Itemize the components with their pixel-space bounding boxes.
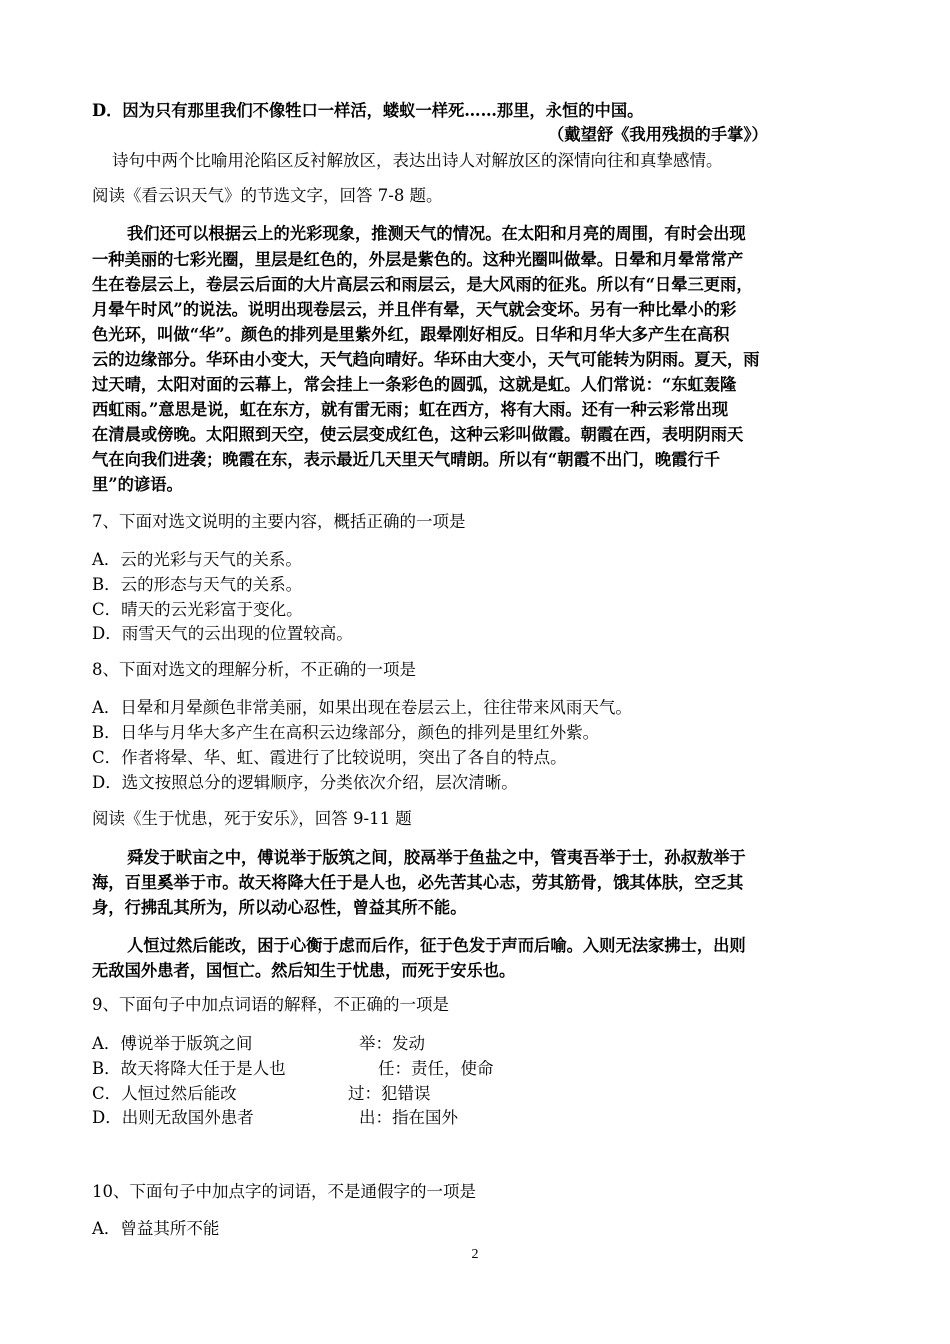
- question-10-option-a: A．曾益其所不能: [92, 1219, 220, 1238]
- passage-line: 云的边缘部分。华环由小变大，天气趋向晴好。华环由大变小，天气可能转为阴雨。夏天，雨: [92, 350, 760, 369]
- question-9-option-b-answer: 任：责任，使命: [378, 1059, 494, 1078]
- poem-comment: 诗句中两个比喻用沦陷区反衬解放区，表达出诗人对解放区的深情向往和真挚感情。: [112, 151, 723, 170]
- passage-line: 海，百里奚举于市。故天将降大任于是人也，必先苦其心志，劳其筋骨，饿其体肤，空乏其: [92, 873, 744, 892]
- poem-source: （戴望舒《我用残损的手掌》）: [548, 125, 768, 144]
- question-9-option-c-answer: 过：犯错误: [348, 1084, 431, 1103]
- section-intro-classical: 阅读《生于忧患，死于安乐》，回答 9-11 题: [92, 809, 412, 828]
- question-9-option-d-answer: 出：指在国外: [359, 1108, 458, 1127]
- question-9-option-c: C．人恒过然后能改: [92, 1084, 237, 1103]
- question-8-option-c: C．作者将晕、华、虹、霞进行了比较说明，突出了各自的特点。: [92, 748, 567, 767]
- passage-line: 生在卷层云上，卷层云后面的大片高层云和雨层云，是大风雨的征兆。所以有“日晕三更雨，: [92, 275, 753, 294]
- question-9-option-b: B．故天将降大任于是人也: [92, 1059, 286, 1078]
- question-8-option-d: D．选文按照总分的逻辑顺序，分类依次介绍，层次清晰。: [92, 773, 518, 792]
- question-7-option-b: B．云的形态与天气的关系。: [92, 575, 303, 594]
- question-7-option-a: A．云的光彩与天气的关系。: [92, 550, 302, 569]
- question-9-option-a: A．傅说举于版筑之间: [92, 1034, 253, 1053]
- question-10-stem: 10、下面句子中加点字的词语，不是通假字的一项是: [92, 1182, 476, 1201]
- passage-line: 人恒过然后能改，困于心衡于虑而后作，征于色发于声而后喻。入则无法家拂士，出则: [127, 936, 746, 955]
- question-7-stem: 7、下面对选文说明的主要内容，概括正确的一项是: [92, 512, 466, 531]
- section-intro-clouds: 阅读《看云识天气》的节选文字，回答 7-8 题。: [92, 186, 443, 205]
- question-9-stem: 9、下面句子中加点词语的解释，不正确的一项是: [92, 995, 449, 1014]
- question-9-option-a-answer: 举：发动: [359, 1034, 425, 1053]
- passage-line: 一种美丽的七彩光圈，里层是红色的，外层是紫色的。这种光圈叫做晕。日晕和月晕常常产: [92, 250, 744, 269]
- passage-line: 气在向我们进袭；晚霞在东，表示最近几天里天气晴朗。所以有“朝霞不出门，晚霞行千: [92, 450, 721, 469]
- question-8-option-b: B．日华与月华大多产生在高积云边缘部分，颜色的排列是里红外紫。: [92, 723, 600, 742]
- question-8-option-a: A．日晕和月晕颜色非常美丽，如果出现在卷层云上，往往带来风雨天气。: [92, 698, 632, 717]
- passage-line: 在清晨或傍晚。太阳照到天空，使云层变成红色，这种云彩叫做霞。朝霞在西，表明阴雨天: [92, 425, 744, 444]
- passage-line: 身，行拂乱其所为，所以动心忍性，曾益其所不能。: [92, 898, 467, 917]
- poem-option-d: D．因为只有那里我们不像牲口一样活，蝼蚁一样死……那里，永恒的中国。: [92, 101, 644, 120]
- page-number: 2: [471, 1247, 479, 1262]
- question-8-stem: 8、下面对选文的理解分析，不正确的一项是: [92, 660, 416, 679]
- passage-line: 月晕午时风”的说法。说明出现卷层云，并且伴有晕，天气就会变坏。另有一种比晕小的彩: [92, 300, 737, 319]
- passage-line: 过天晴，太阳对面的云幕上，常会挂上一条彩色的圆弧，这就是虹。人们常说：“东虹轰隆: [92, 375, 737, 394]
- passage-line: 我们还可以根据云上的光彩现象，推测天气的情况。在太阳和月亮的周围，有时会出现: [127, 224, 746, 243]
- question-7-option-c: C．晴天的云光彩富于变化。: [92, 600, 303, 619]
- question-9-option-d: D．出则无敌国外患者: [92, 1108, 254, 1127]
- passage-line: 里”的谚语。: [92, 475, 183, 494]
- passage-line: 西虹雨。”意思是说，虹在东方，就有雷无雨；虹在西方，将有大雨。还有一种云彩常出现: [92, 400, 729, 419]
- passage-line: 舜发于畎亩之中，傅说举于版筑之间，胶鬲举于鱼盐之中，管夷吾举于士，孙叔敖举于: [127, 848, 746, 867]
- passage-line: 无敌国外患者，国恒亡。然后知生于忧患，而死于安乐也。: [92, 961, 516, 980]
- question-7-option-d: D．雨雪天气的云出现的位置较高。: [92, 624, 353, 643]
- passage-line: 色光环，叫做“华”。颜色的排列是里紫外红，跟晕刚好相反。日华和月华大多产生在高积: [92, 325, 730, 344]
